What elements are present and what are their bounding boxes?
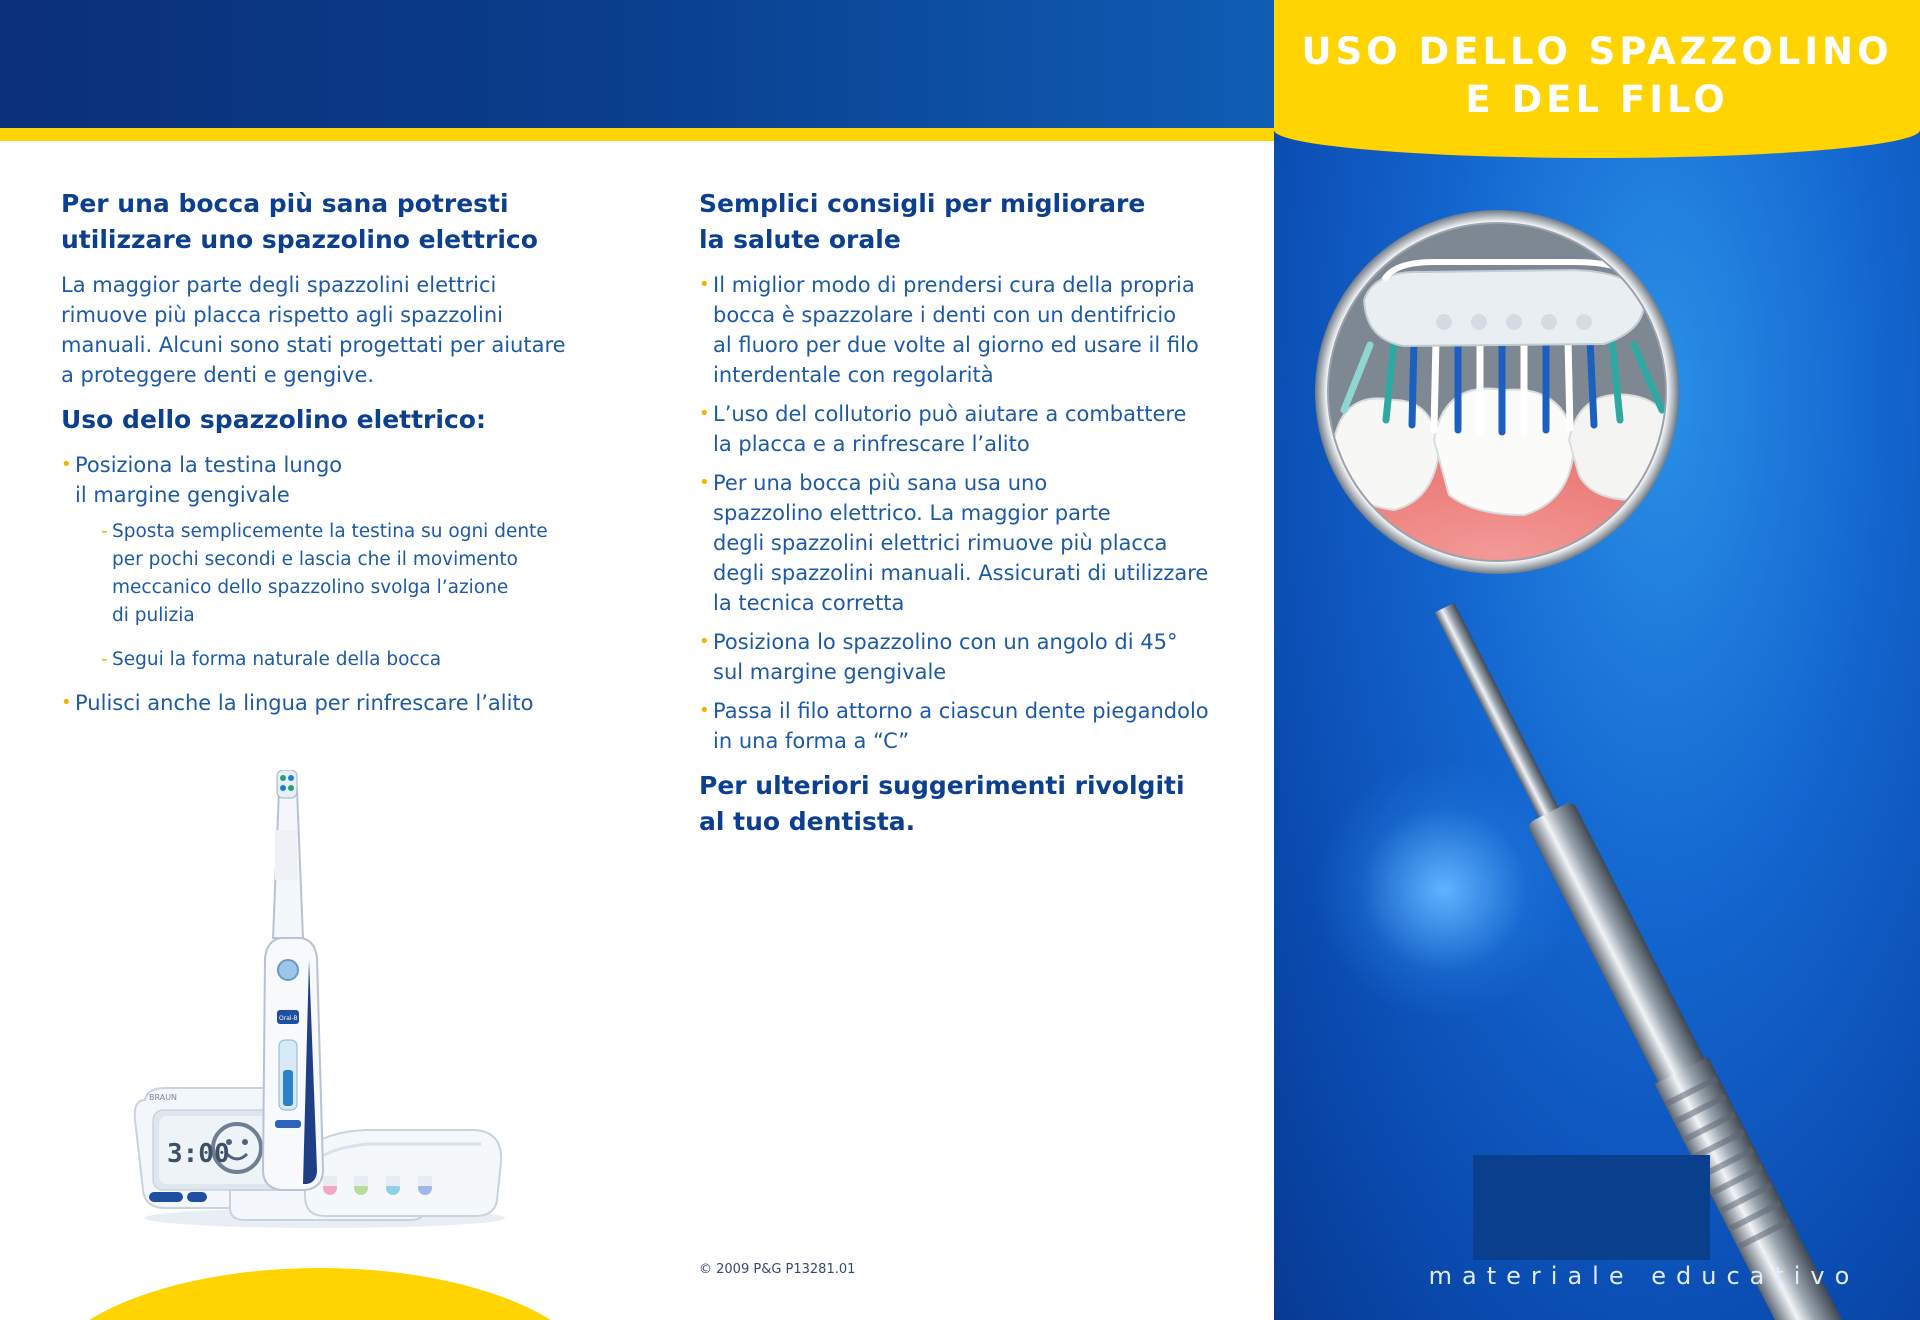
sub-list-item: - Segui la forma naturale della bocca [101, 646, 581, 674]
handle-logo: Oral-B [279, 1015, 298, 1022]
left-intro-paragraph: La maggior parte degli spazzolini elettrici rimuove più placca rispetto agli spazzolini manuali. Alcuni sono stati progettati per aiutare a proteggere denti e gengive. [61, 273, 566, 387]
list-item: • Pulisci anche la lingua per rinfrescare l’alito [61, 688, 581, 718]
bullet-icon: • [61, 454, 72, 475]
left-heading-2: Uso dello spazzolino elettrico: [61, 405, 486, 434]
top-yellow-stripe [0, 128, 1274, 141]
dash-icon: - [101, 649, 108, 670]
closing-heading: Per ulteriori suggerimenti rivolgiti al tuo dentista. [699, 771, 1185, 836]
left-column [61, 186, 581, 718]
display-time: 3:00 [167, 1139, 230, 1169]
list-item: • Passa il filo attorno a ciascun dente piegandolo in una forma a “C” [699, 696, 1239, 756]
electric-toothbrush-illustration [125, 770, 525, 1230]
list-item: • Il miglior modo di prendersi cura della propria bocca è spazzolare i denti con un dentifricio al fluoro per due volte al giorno ed usare il filo interdentale con regolarità [699, 270, 1239, 390]
list-item: • L’uso del collutorio può aiutare a combattere la placca e a rinfrescare l’alito [699, 399, 1239, 459]
cover-panel [1274, 0, 1920, 1320]
bullet-icon: • [699, 472, 710, 493]
list-item: • Posiziona lo spazzolino con un angolo di 45° sul margine gengivale [699, 627, 1239, 687]
dental-mirror-illustration [1274, 0, 1920, 1320]
left-heading-1: Per una bocca più sana potresti utilizzare uno spazzolino elettrico [61, 189, 538, 254]
copyright-text: © 2009 P&G P13281.01 [699, 1262, 856, 1277]
sub-list-item: - Sposta semplicemente la testina su ogni dente per pochi secondi e lascia che il movimento meccanico dello spazzolino svolga l’azione di pulizia [101, 518, 581, 630]
bullet-icon: • [699, 700, 710, 721]
bullet-icon: • [699, 631, 710, 652]
bullet-icon: • [699, 274, 710, 295]
middle-heading-1: Semplici consigli per migliorare la salute orale [699, 189, 1146, 254]
bullet-icon: • [699, 403, 710, 424]
top-banner [0, 0, 1274, 130]
list-item: • Posiziona la testina lungo il margine gengivale [61, 450, 581, 510]
middle-column [699, 186, 1239, 840]
bullet-icon: • [61, 692, 72, 713]
list-item: • Per una bocca più sana usa uno spazzolino elettrico. La maggior parte degli spazzolini elettrici rimuove più placca degli spazzolini manuali. Assicurati di utilizzare la tecnica corretta [699, 468, 1239, 618]
cover-footer-label: materiale educativo [1428, 1262, 1860, 1290]
logo-placeholder-box [1473, 1155, 1710, 1260]
brand-label: BRAUN [149, 1093, 178, 1102]
bottom-yellow-arc [40, 1268, 600, 1320]
cover-title: USO DELLO SPAZZOLINO E DEL FILO [1301, 30, 1893, 121]
dash-icon: - [101, 521, 108, 542]
